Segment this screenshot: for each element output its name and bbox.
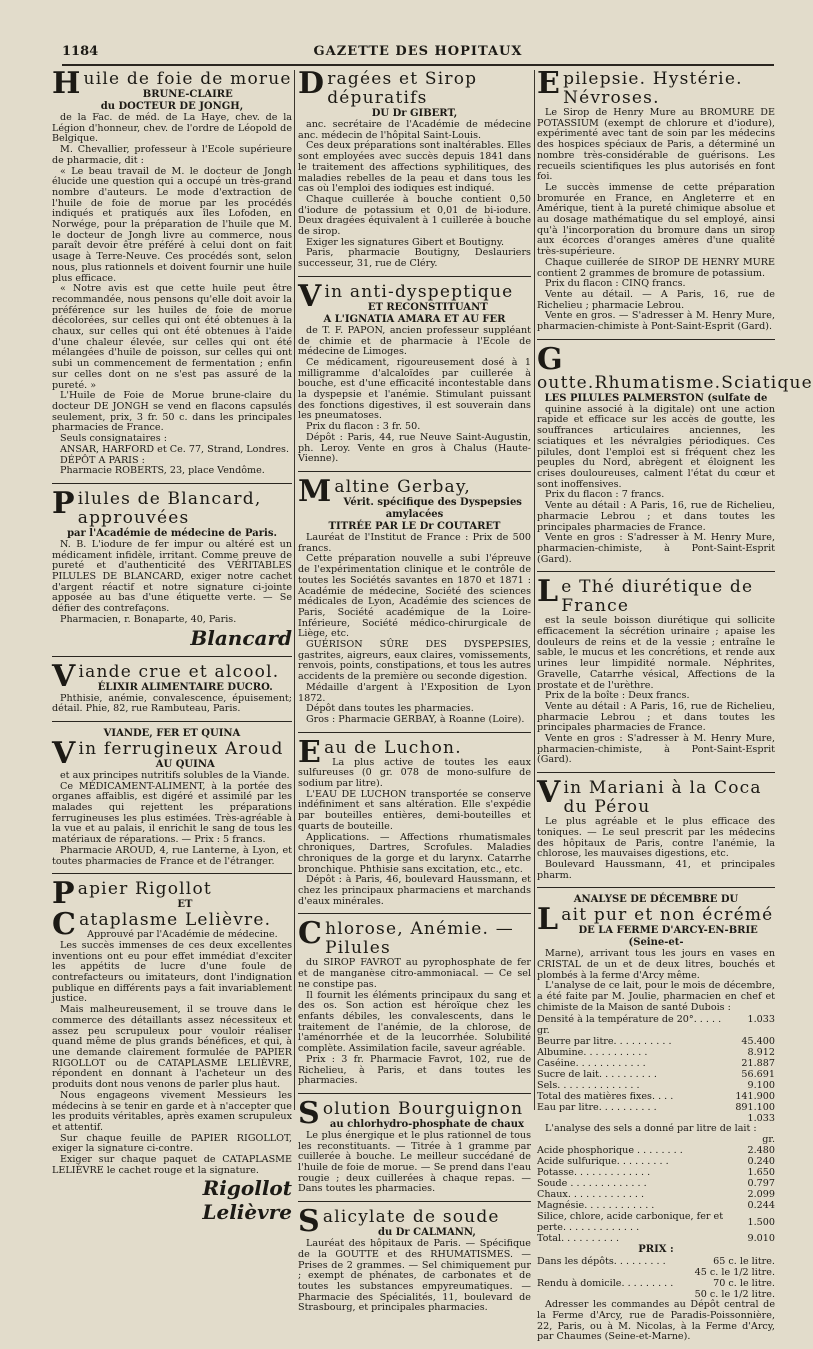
ash-label: Acide phosphorique . . . . . . . . [537, 1145, 683, 1157]
analysis-label: Densité à la température de 20°. . . . . [537, 1013, 722, 1025]
ad-subtitle: A L'IGNATIA AMARA ET AU FER [323, 313, 506, 325]
ad-paragraph: Cette préparation nouvelle a subi l'épreuve de l'expérimentation clinique et le contrôle de toutes les Sociétés savantes en 1870 et 1871 : Académie de médecine, Société des sciences médicales de Lyon, Académie des sciences de Paris, Société académique de la Loire-Inférieure, Société médico-chirurgicale de Liège, etc. [298, 553, 531, 640]
ad-paragraph: Ces deux préparations sont inaltérables. Elles sont employées avec succès depuis 1841 dans le traitement des affections syphilitiques, des maladies rebelles de la peau et dans tous les cas où l'emploi des iodiques est indiqué. [298, 140, 531, 195]
page-number: 1184 [62, 44, 99, 59]
price-value: 70 c. le litre. [713, 1278, 775, 1290]
ad-paragraph: Seuls consignataires : [60, 433, 167, 445]
drop-cap: V [52, 658, 77, 694]
ad-paragraph: Le plus énergique et le plus rationnel de tous les reconstituants. — Titrée à 1 gramme par cuillerée à bouche. Le meilleur succédané de l'huile de foie de morue. — Se prend dans l'eau rougie ; deux cuillerées à chaque repas. — Dans toutes les pharmacies. [298, 1129, 531, 1195]
ad-subtitle: ET [177, 899, 193, 911]
ad-title-rest: e Thé diurétique de France [561, 577, 754, 617]
price-label: Rendu à domicile. . . . . . . . . [537, 1278, 674, 1290]
ad-paragraph: La plus active de toutes les eaux sulfureuses (0 gr. 078 de mono-sulfure de sodium par litre). [298, 756, 531, 790]
ash-row [537, 1167, 775, 1178]
analysis-row [537, 1025, 775, 1036]
advertisement [298, 66, 531, 277]
analysis-label: Sucre de lait. . . . . . . . . . [537, 1068, 657, 1080]
ad-subtitle: du Dr CALMANN, [378, 1227, 476, 1239]
price-label: Dans les dépôts. . . . . . . . . [537, 1256, 666, 1268]
ash-value: 2.099 [747, 1189, 775, 1201]
ad-title-rest: ataplasme Lelièvre. [79, 910, 272, 931]
analysis-value: 141.900 [735, 1090, 775, 1102]
advertisement [537, 894, 775, 1349]
price-row [537, 1267, 775, 1278]
ad-paragraph: Le succès immense de cette préparation bromurée en France, en Angleterre et en Amérique, tient à la pureté chimique absolue et au dosage mathématique du sel employé, ainsi qu'à l'incorporation du bromure dans un sirop aux écorces d'oranges amères d'une qualité très-supérieure. [537, 181, 775, 258]
ad-paragraph: N. B. L'iodure de fer impur ou altéré est un médicament infidèle, irritant. Comme preuve de pureté et d'authenticité des VÉRITABLES PILULES DE BLANCARD, exiger notre cachet d'argent réactif et notre signature ci-jointe apposée au bas d'une étiquette verte. — Se défier des contrefaçons. [52, 538, 292, 615]
ad-title [537, 341, 813, 393]
ad-paragraph: Exiger sur chaque paquet de CATAPLASME LELIÈVRE le cachet rouge et la signature. [52, 1154, 292, 1176]
ad-paragraph: Prix de la boîte : Deux francs. [545, 690, 690, 702]
analysis-value: 8.912 [747, 1046, 775, 1058]
drop-cap: M [298, 473, 333, 509]
ad-paragraph: GUÉRISON SÛRE DES DYSPEPSIES, gastrites, aigreurs, eaux claires, vomissements, renvois, points, constipations, et tous les autres accidents de la première ou seconde digestion. [298, 639, 531, 683]
ad-title-rest: alicylate de soude [322, 1207, 500, 1228]
price-table [537, 1256, 775, 1300]
advertisement [298, 1095, 531, 1202]
advertisement [52, 728, 292, 874]
analysis-label: Beurre par litre. . . . . . . . . . [537, 1035, 672, 1047]
ad-paragraph: quinine associé à la digitale) ont une action rapide et efficace sur les accès de goutte, les souffrances articulaires anciennes, les sciatiques et les névralgies périodiques. Ces pilules, dont l'emploi est si fréquent chez les peuples du Nord, abrègent et éloignent les crises douloureuses, calment l'état du cœur et sont inoffensives. [537, 403, 775, 490]
ad-paragraph: Vente en gros. — S'adresser à M. Henry Mure, pharmacien-chimiste à Pont-Saint-Esprit (Gard). [537, 310, 775, 333]
page-title: GAZETTE DES HOPITAUX [313, 44, 523, 59]
advertisement [298, 734, 531, 915]
ad-paragraph: Lauréat des hôpitaux de Paris. — Spécifique de la GOUTTE et des RHUMATISMES. — Prises de 2 grammes. — Sel chimiquement pur ; exempt de phénates, de carbonates et de toutes les substances empyreumatiques. — Pharmacie des Spécialités, 11, boulevard de Strasbourg, et principales pharmacies. [298, 1238, 531, 1314]
ad-paragraph: Ce MÉDICAMENT-ALIMENT, à la portée des organes affaiblis, est digéré et assimilé par les malades qui rejettent les préparations ferrugineuses les plus estimées. Très-agréable à la vue et au palais, il enrichit le sang de tous les matériaux de réparations. — Prix : 5 francs. [52, 780, 292, 846]
drop-cap: V [298, 278, 323, 314]
ash-label [537, 1134, 748, 1145]
advertisement [537, 341, 813, 573]
signature: Rigollot [202, 1176, 292, 1201]
analysis-label: Sels. . . . . . . . . . . . . . [537, 1079, 640, 1091]
analysis-row [537, 1102, 775, 1113]
advertisement [298, 916, 531, 1093]
analysis-row [537, 1091, 775, 1102]
ad-title [537, 574, 775, 617]
ash-label: Chaux. . . . . . . . . . . . . [537, 1189, 645, 1201]
ad-subtitle: ET RECONSTITUANT [367, 301, 488, 313]
analysis-label: Total des matières fixes. . . . [537, 1090, 674, 1102]
ad-paragraph: Prix : 3 fr. Pharmacie Favrot, 102, rue de Richelieu, à Paris, et dans toutes les pharmacies. [298, 1053, 531, 1087]
analysis-value: 9.100 [747, 1079, 775, 1091]
ad-paragraph: Vente au détail. — A Paris, 16, rue de Richelieu ; pharmacie Lebrou. [537, 288, 775, 311]
ad-title-rest: in anti-dyspeptique [324, 281, 514, 302]
drop-cap: P [52, 485, 76, 521]
analysis-row [537, 1058, 775, 1069]
ad-kicker: ANALYSE DE DÉCEMBRE DU [573, 894, 739, 906]
drop-cap: G [537, 341, 564, 377]
ad-subtitle: DU Dr GIBERT, [371, 108, 458, 119]
ad-paragraph: du SIROP FAVROT au pyrophosphate de fer et de manganèse citro-ammoniacal. — Ce sel ne constipe pas. [298, 957, 531, 990]
analysis-value: 891.100 [735, 1101, 775, 1113]
ad-subtitle: TITRÉE PAR LE Dr COUTARET [328, 520, 501, 532]
analysis-row [537, 1014, 775, 1025]
ad-paragraph: Médaille d'argent à l'Exposition de Lyon 1872. [298, 681, 531, 704]
ad-subtitle: par l'Académie de médecine de Paris. [67, 527, 277, 539]
ad-title-rest: au de Luchon. [324, 737, 462, 758]
price-label [537, 1267, 687, 1278]
ad-paragraph: Mais malheureusement, il se trouve dans le commerce des détaillants assez nécessiteux et assez peu scrupuleux pour vouloir réaliser quand même de plus grands bénéfices, et qui, à une demande clairement formulée de PAPIER RIGOLLOT ou de CATAPLASME LELIÈVRE, répondent en donnant à l'acheteur un des produits dont nous venons de parler plus haut. [52, 1004, 292, 1091]
ad-paragraph: et aux principes nutritifs solubles de la Viande. [60, 769, 290, 781]
ad-title [298, 66, 531, 108]
ad-paragraph: Vente au détail : A Paris, 16, rue de Richelieu, pharmacie Lebrou ; et dans toutes les principales pharmacies de France. [537, 500, 775, 533]
ad-title-rest: iande crue et alcool. [78, 661, 280, 682]
signature: Blancard [190, 625, 292, 650]
ad-title [298, 916, 531, 959]
advertisement [298, 1204, 531, 1320]
ad-subtitle: DE LA FERME D'ARCY-EN-BRIE (Seine-et- [578, 925, 758, 949]
ash-row [537, 1178, 775, 1189]
analysis-label: Eau par litre. . . . . . . . . . [537, 1101, 657, 1113]
ad-paragraph: de T. F. PAPON, ancien professeur suppléant de chimie et de pharmacie à l'Ecole de médecine de Limoges. [298, 324, 531, 358]
ad-paragraph: DÉPÔT A PARIS : [60, 454, 145, 466]
ad-subtitle: du DOCTEUR DE JONGH, [100, 101, 244, 112]
ad-paragraph: Dépôt dans toutes les pharmacies. [306, 703, 474, 715]
price-value: 65 c. le litre. [713, 1256, 775, 1268]
signature: Lelièvre [202, 1200, 292, 1225]
ash-label: Potasse. . . . . . . . . . . . . [537, 1167, 651, 1179]
ad-paragraph: L'Huile de Foie de Morue brune-claire du docteur DE JONGH se vend en flacons capsulés seulement, prix, 3 fr. 50 c. dans les principales pharmacies de France. [52, 390, 292, 434]
ad-paragraph: Chaque cuillerée de SIROP DE HENRY MURE contient 2 grammes de bromure de potassium. [537, 256, 775, 279]
ad-paragraph: Lauréat de l'Institut de France : Prix de 500 francs. [298, 531, 531, 554]
ad-title [537, 66, 775, 108]
advertisement [52, 485, 292, 657]
price-row [537, 1278, 775, 1289]
price-value: 45 c. le 1/2 litre. [694, 1267, 775, 1279]
ad-title-rest: uile de foie de morue [83, 69, 292, 89]
ad-title-rest: ilules de Blancard, approuvées [77, 488, 262, 528]
ad-paragraph: anc. secrétaire de l'Académie de médecine anc. médecin de l'hôpital Saint-Louis. [298, 119, 531, 141]
ad-paragraph: « Le beau travail de M. le docteur de Jongh élucide une question qui a occupé un très-grand nombre d'auteurs. Le mode d'extraction de l'huile de foie de morue par les procédés indiqués et pratiqués aux îles Lofoden, en Norwége, pour la préparation de l'huile que M. le docteur de Jongh livre au commerce, nous paraît devoir être préféré à celui dont on fait usage à Terre-Neuve. Ces procédés sont, selon nous, plus rationnels et doivent fournir une huile plus efficace. [52, 165, 292, 284]
ash-value: 1.500 [747, 1216, 775, 1228]
ad-paragraph: L'analyse de ce lait, pour le mois de décembre, a été faite par M. Joulie, pharmacien en chef et chimiste de la Maison de santé Dubois : [537, 980, 775, 1013]
drop-cap: S [298, 1204, 321, 1240]
ad-title-rest: outte.Rhumatisme.Sciatique [537, 372, 813, 393]
ad-subtitle: AU QUINA [155, 758, 215, 770]
analysis-value: 45.400 [741, 1035, 775, 1047]
ash-label: Total. . . . . . . . . . [537, 1233, 620, 1245]
ad-paragraph: Pharmacie AROUD, 4, rue Lanterne, à Lyon, et toutes pharmacies de France et de l'étranger. [52, 844, 292, 867]
ad-title-rest: ragées et Sirop dépuratifs [327, 69, 478, 108]
ad-paragraph: Sur chaque feuille de PAPIER RIGOLLOT, exiger la signature ci-contre. [52, 1132, 292, 1155]
ad-paragraph: Prix du flacon : CINQ francs. [545, 278, 686, 290]
ad-paragraph: de la Fac. de méd. de La Haye, chev. de la Légion d'honneur, chev. de l'ordre de Léopold de Belgique. [52, 112, 292, 145]
ad-title [537, 775, 775, 818]
drop-cap: D [298, 66, 326, 101]
drop-cap: V [537, 775, 562, 811]
analysis-value: 21.887 [741, 1057, 775, 1069]
ad-footer: Adresser les commandes au Dépôt central de la Ferme d'Arcy, rue de Paradis-Poissonnière, 22, Paris, ou à M. Nicolas, à la Ferme d'Arcy, par Chaumes (Seine-et-Marne). [537, 1299, 775, 1343]
ad-paragraph: Nous engageons vivement Messieurs les médecins à se tenir en garde et à n'accepter que les produits véritables, après examen scrupuleux et attentif. [52, 1089, 292, 1133]
advertisement [537, 574, 775, 773]
price-row [537, 1256, 775, 1267]
analysis-label [537, 1113, 733, 1124]
analysis-row [537, 1047, 775, 1058]
analysis-table [537, 1014, 775, 1124]
ad-title-rest: altine Gerbay, [334, 476, 472, 497]
ad-paragraph: Il fournit les éléments principaux du sang et des os. Son action est héroïque chez les enfants débiles, les convalescents, dans le traitement de l'anémie, de la chlorose, de l'aménorrhée et de la leucorrhée. Solubilité complète. Assimilation facile, saveur agréable. [298, 989, 531, 1055]
ash-row [537, 1200, 775, 1211]
analysis-intro: L'analyse des sels a donné par litre de lait : [545, 1122, 757, 1134]
advertisement [52, 66, 292, 484]
analysis-value: 56.691 [741, 1068, 775, 1080]
ad-title-rest: apier Rigollot [77, 879, 212, 900]
ad-title [298, 734, 531, 770]
price-heading: PRIX : [638, 1244, 674, 1256]
ash-row [537, 1189, 775, 1200]
ad-paragraph: Approuvé par l'Académie de médecine. [87, 929, 278, 941]
ash-value: 0.244 [747, 1200, 775, 1212]
advertisement [52, 876, 292, 1230]
ad-title-rest: pilepsie. Hystérie. Névroses. [563, 69, 743, 108]
ash-row [537, 1134, 775, 1145]
ad-paragraph: L'EAU DE LUCHON transportée se conserve indéfiniment et sans altération. Elle s'expédie par bouteilles entières, demi-bouteilles et quarts de bouteille. [298, 788, 531, 832]
ad-subtitle: Vérit. spécifique des Dyspepsies amylacées [343, 496, 522, 520]
drop-cap: L [537, 902, 560, 938]
advertisement [298, 278, 531, 472]
analysis-value: 1.033 [747, 1112, 775, 1124]
advertisement [298, 473, 531, 733]
ad-title-rest: olution Bourguignon [322, 1098, 524, 1119]
ad-paragraph: Prix du flacon : 3 fr. 50. [306, 421, 421, 433]
drop-cap: E [298, 734, 323, 770]
ash-row [537, 1145, 775, 1156]
ad-paragraph: Prix du flacon : 7 francs. [545, 489, 665, 501]
drop-cap: E [537, 66, 562, 101]
ad-title-rest: in ferrugineux Aroud [78, 738, 284, 759]
ad-subtitle: ÉLIXIR ALIMENTAIRE DUCRO. [97, 681, 273, 693]
ad-paragraph: Vente en gros : S'adresser à M. Henry Mure, pharmacien-chimiste, à Pont-Saint-Esprit (Gard). [537, 532, 775, 565]
ash-row [537, 1211, 775, 1233]
column-rule [294, 70, 295, 1110]
drop-cap: H [52, 66, 82, 101]
price-value: 50 c. le 1/2 litre. [694, 1289, 775, 1301]
ad-subtitle: au chlorhydro-phosphate de chaux [329, 1118, 525, 1130]
ash-label: Silice, chlore, acide carbonique, fer et perte. . . . . . . . . . . . . [537, 1211, 724, 1234]
drop-cap: L [537, 574, 560, 610]
ash-value: gr. [762, 1134, 775, 1146]
drop-cap: P [52, 876, 76, 912]
ash-table [537, 1134, 775, 1244]
ad-paragraph: Vente au détail : A Paris, 16, rue de Richelieu, pharmacie Lebrou ; et dans toutes les principales pharmacies de France. [537, 700, 775, 734]
ad-paragraph: Pharmacie ROBERTS, 23, place Vendôme. [60, 465, 265, 477]
column-right [537, 66, 813, 1343]
advertisement [537, 775, 775, 888]
advertisement [537, 66, 775, 340]
advertisement [52, 658, 292, 722]
ad-title [52, 485, 292, 528]
analysis-value [733, 1025, 775, 1036]
ad-paragraph: Marne), arrivant tous les jours en vases en CRISTAL de un et de deux litres, bouchés et plombés à la ferme d'Arcy même. [537, 948, 775, 981]
ash-value: 2.480 [747, 1145, 775, 1157]
ad-paragraph: M. Chevallier, professeur à l'Ecole supérieure de pharmacie, dit : [52, 144, 292, 166]
analysis-value: 1.033 [747, 1013, 775, 1025]
drop-cap: C [52, 907, 78, 943]
ad-paragraph: Le plus agréable et le plus efficace des toniques. — Le seul prescrit par les médecins des hôpitaux de Paris, contre l'anémie, la chlorose, les mauvaises digestions, etc. [537, 816, 775, 860]
ad-paragraph: Ce médicament, rigoureusement dosé à 1 milligramme d'alcaloïdes par cuillerée à bouche, est d'une efficacité incontestable dans la dyspepsie et l'anémie. Stimulant puissant des fonctions digestives, il est souverain dans les pneumatoses. [298, 356, 531, 422]
ash-label: Acide sulfurique. . . . . . . . . [537, 1156, 669, 1168]
ad-subtitle: LES PILULES PALMERSTON (sulfate de [544, 392, 768, 404]
ad-title-rest: in Mariani à la Coca du Pérou [563, 778, 762, 818]
ad-paragraph: Chaque cuillerée à bouche contient 0,50 d'iodure de potassium et 0,01 de bi-iodure. Deux dragées équivalent à 1 cuillerée à bouche de sirop. [298, 193, 531, 238]
ad-paragraph: « Notre avis est que cette huile peut être recommandée, nous pensons qu'elle doit avoir la préférence sur les huiles de foie de morue décolorées, sur celles qui ont été obtenues à la chaux, sur celles qui ont été obtenues à l'aide d'une chaleur élevée, sur celles qui ont été mélangées d'huile de poisson, sur celles qui ont subi un commencement de fermentation ; enfin sur celles dont on ne s'est pas assuré de la pureté. » [52, 283, 292, 391]
ash-row [537, 1233, 775, 1244]
analysis-label: Caséine. . . . . . . . . . . . [537, 1057, 646, 1069]
ash-row [537, 1156, 775, 1167]
ad-paragraph: Dépôt : Paris, 44, rue Neuve Saint-Augustin, ph. Leroy. Vente en gros à Chalus (Haute-Vienne). [298, 431, 531, 465]
ad-paragraph: Dépôt : à Paris, 46, boulevard Haussmann, et chez les principaux pharmaciens et marchands d'eaux minérales. [298, 874, 531, 907]
column-rule [534, 70, 535, 1110]
ash-value: 0.797 [747, 1178, 775, 1190]
ad-paragraph: Vente en gros : S'adresser à M. Henry Mure, pharmacien-chimiste, à Pont-Saint-Esprit (Gard). [537, 733, 775, 766]
ad-paragraph: Exiger les signatures Gibert et Boutigny. [306, 236, 505, 248]
ad-paragraph: Applications. — Affections rhumatismales chroniques, Dartres, Scrofules. Maladies chroniques de la gorge et du larynx. Catarrhe bronchique. Phthisie sans excitation, etc., etc. [298, 831, 531, 875]
ad-paragraph: Le Sirop de Henry Mure au BROMURE DE POTASSIUM (exempt de chlorure et d'iodure), expérimenté avec tant de soin par les médecins des hospices spéciaux de Paris, a déterminé un nombre très-considérable de guérisons. Les recueils scientifiques les plus autorisés en font foi. [537, 107, 775, 183]
analysis-row [537, 1069, 775, 1080]
analysis-row [537, 1113, 775, 1124]
analysis-label: gr. [537, 1024, 550, 1036]
ad-paragraph: Paris, pharmacie Boutigny, Deslauriers successeur, 31, rue de Cléry. [298, 247, 531, 270]
ad-paragraph: Boulevard Haussmann, 41, et principales pharm. [537, 858, 775, 881]
drop-cap: C [298, 916, 324, 952]
ash-label: Magnésie. . . . . . . . . . . . [537, 1200, 655, 1212]
drop-cap: S [298, 1095, 321, 1131]
column-left [52, 66, 292, 1225]
ash-label: Soude . . . . . . . . . . . . . [537, 1178, 647, 1190]
ad-title-rest: ait pur et non écrémé [561, 905, 774, 926]
ash-value: 0.240 [747, 1156, 775, 1168]
ad-paragraph: est la seule boisson diurétique qui sollicite efficacement la sécrétion urinaire ; apaise les douleurs de reins et de la vessie ; entraîne le sable, le mucus et les concrétions, et rende aux urines leur limpidité normale. Néphrites, Gravelle, Catarrhe vésical, Affections de la prostate et de l'urèthre. [537, 615, 775, 691]
ash-value: 1.650 [747, 1167, 775, 1179]
ad-title-rest: hlorose, Anémie. — Pilules [325, 919, 514, 959]
ad-paragraph: ANSAR, HARFORD et Ce. 77, Strand, Londres. [60, 443, 290, 455]
ad-kicker: VIANDE, FER ET QUINA [103, 727, 241, 739]
analysis-row [537, 1080, 775, 1091]
ad-paragraph: Les succès immenses de ces deux excellentes inventions ont eu pour effet immédiat d'exciter les appétits de lucre d'une foule de contrefacteurs ou imitateurs, dont l'indignation publique en différents pays a fait invariablement justice. [52, 939, 292, 1005]
analysis-row [537, 1036, 775, 1047]
page-header [62, 38, 774, 66]
ad-paragraph: Pharmacien, r. Bonaparte, 40, Paris. [60, 613, 237, 625]
column-middle [298, 66, 531, 1314]
ad-paragraph: Gros : Pharmacie GERBAY, à Roanne (Loire). [306, 713, 525, 725]
ad-paragraph: Phthisie, anémie, convalescence, épuisement; détail. Phie, 82, rue Rambuteau, Paris. [52, 692, 292, 715]
ash-value: 9.010 [747, 1233, 775, 1245]
analysis-label: Albumine. . . . . . . . . . . [537, 1046, 648, 1058]
drop-cap: V [52, 735, 77, 771]
ad-subtitle: BRUNE-CLAIRE [142, 89, 233, 100]
